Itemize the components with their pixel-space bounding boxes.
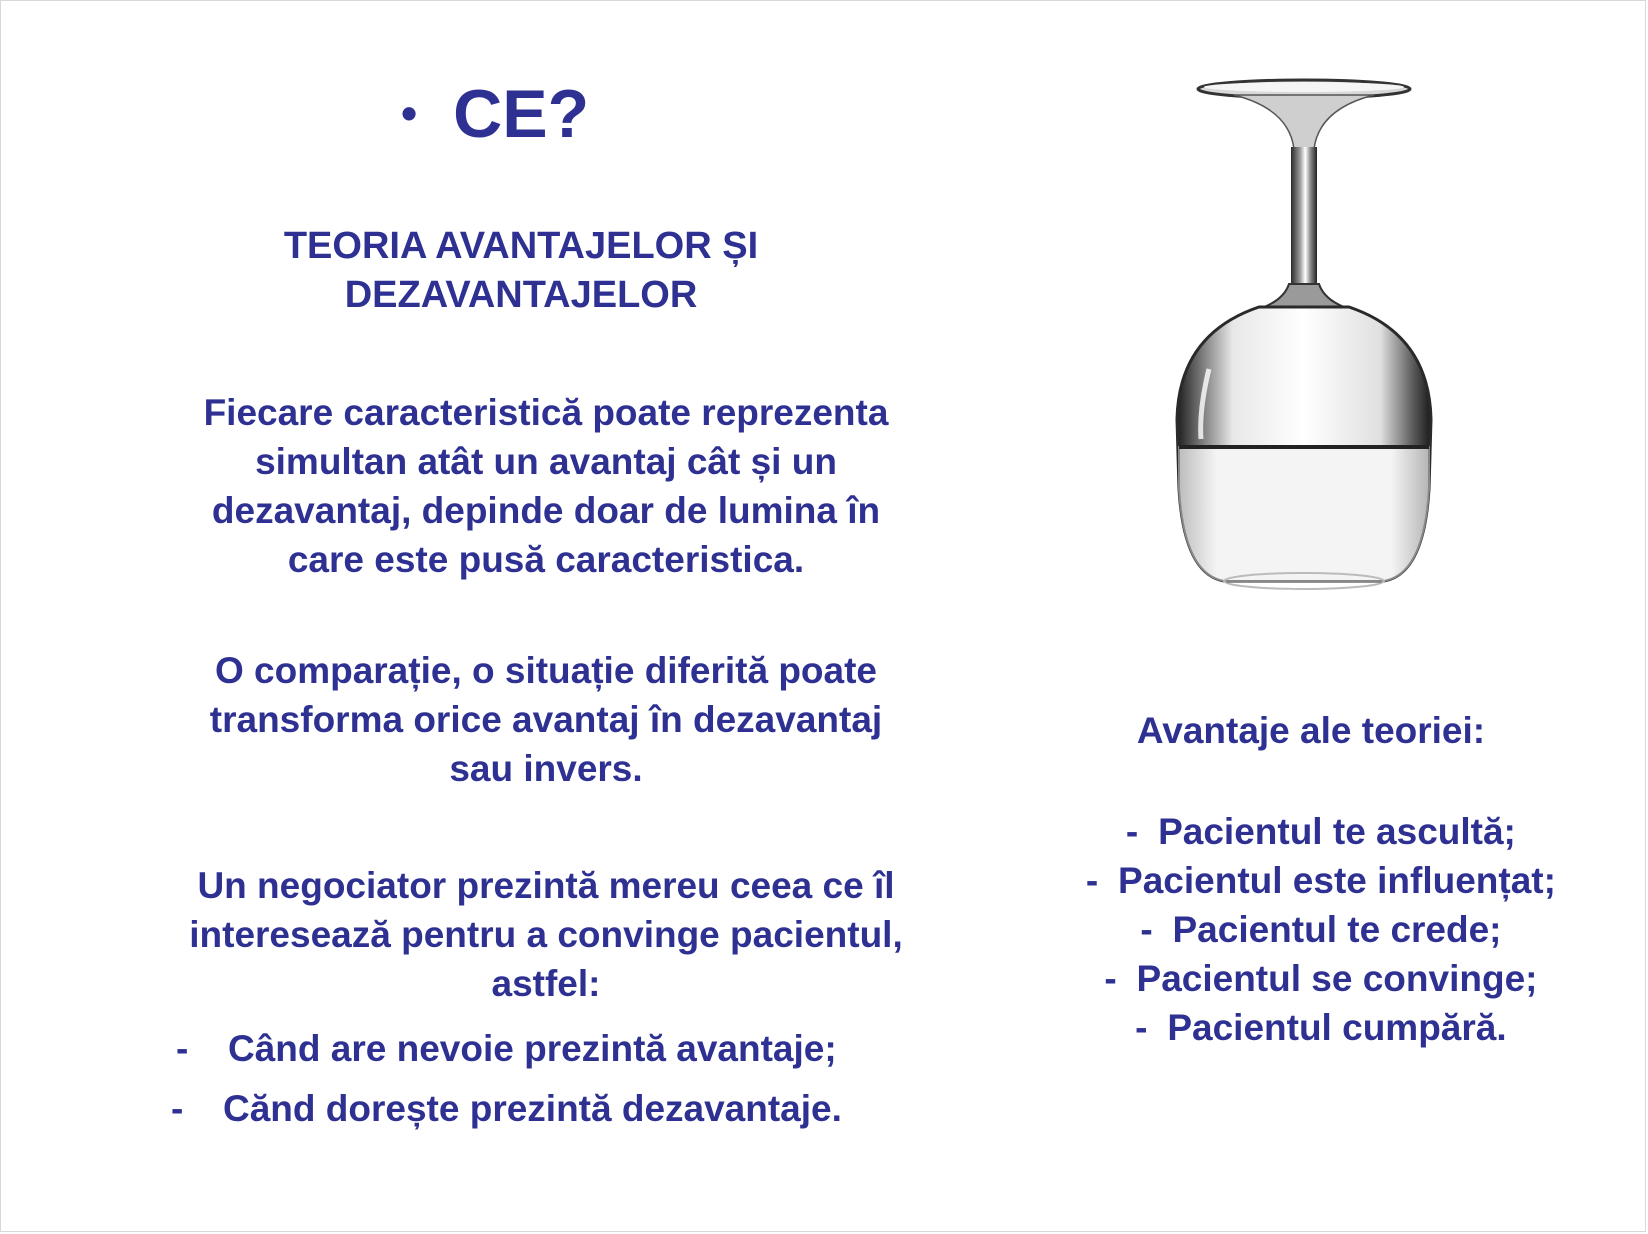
list-item [1001,1003,1621,1052]
list-item [1001,856,1621,905]
list-item [176,1019,842,1079]
negotiator-list [171,1019,842,1139]
advantages-list [1001,807,1621,1052]
heading-text: CE? [453,76,590,152]
text-line: Fiecare caracteristică poate reprezenta [203,392,889,433]
list-item-text: Pacientul te crede; [1172,909,1502,950]
list-item-text: Când are nevoie prezintă avantaje; [228,1028,837,1069]
upside-down-wine-glass-icon [1139,69,1469,649]
text-line: simultan atât un avantaj cât și un [255,441,837,482]
dash-marker: - [1104,958,1117,999]
list-item [1001,905,1621,954]
dash-marker: - [171,1088,184,1129]
list-item [1001,954,1621,1003]
paragraph-negotiator [131,861,961,1008]
subtitle [161,222,881,320]
list-item [1001,807,1621,856]
advantages-title: Avantaje ale teoriei: [1136,710,1486,751]
list-item-text: Pacientul cumpără. [1167,1007,1507,1048]
text-line: transforma orice avantaj în dezavantaj [209,699,883,740]
paragraph-comparison [141,646,951,793]
list-item-text: Pacientul te ascultă; [1158,811,1516,852]
text-line: Un negociator prezintă mereu ceea ce îl [197,865,895,906]
text-line: interesează pentru a convinge pacientul, [189,914,903,955]
dash-marker: - [176,1028,189,1069]
text-line: care este pusă caracteristica. [287,539,805,580]
text-line: dezavantaj, depinde doar de lumina în [211,490,881,531]
list-item-text: Pacientul se convinge; [1136,958,1538,999]
paragraph-characteristics [141,388,951,584]
text-line: astfel: [491,963,601,1004]
subtitle-line: DEZAVANTAJELOR [344,274,698,316]
heading-bullet: • [401,87,418,140]
text-line: sau invers. [449,748,643,789]
list-item [171,1079,842,1139]
dash-marker: - [1135,1007,1148,1048]
dash-marker: - [1085,860,1099,901]
list-item-text: Pacientul este influențat; [1118,860,1556,901]
text-line: O comparație, o situație diferită poate [214,650,878,691]
list-item-text: Cănd dorește prezintă dezavantaje. [223,1088,842,1129]
subtitle-line: TEORIA AVANTAJELOR ȘI [283,225,759,267]
dash-marker: - [1125,811,1139,852]
dash-marker: - [1140,909,1153,950]
slide-heading [401,75,589,153]
